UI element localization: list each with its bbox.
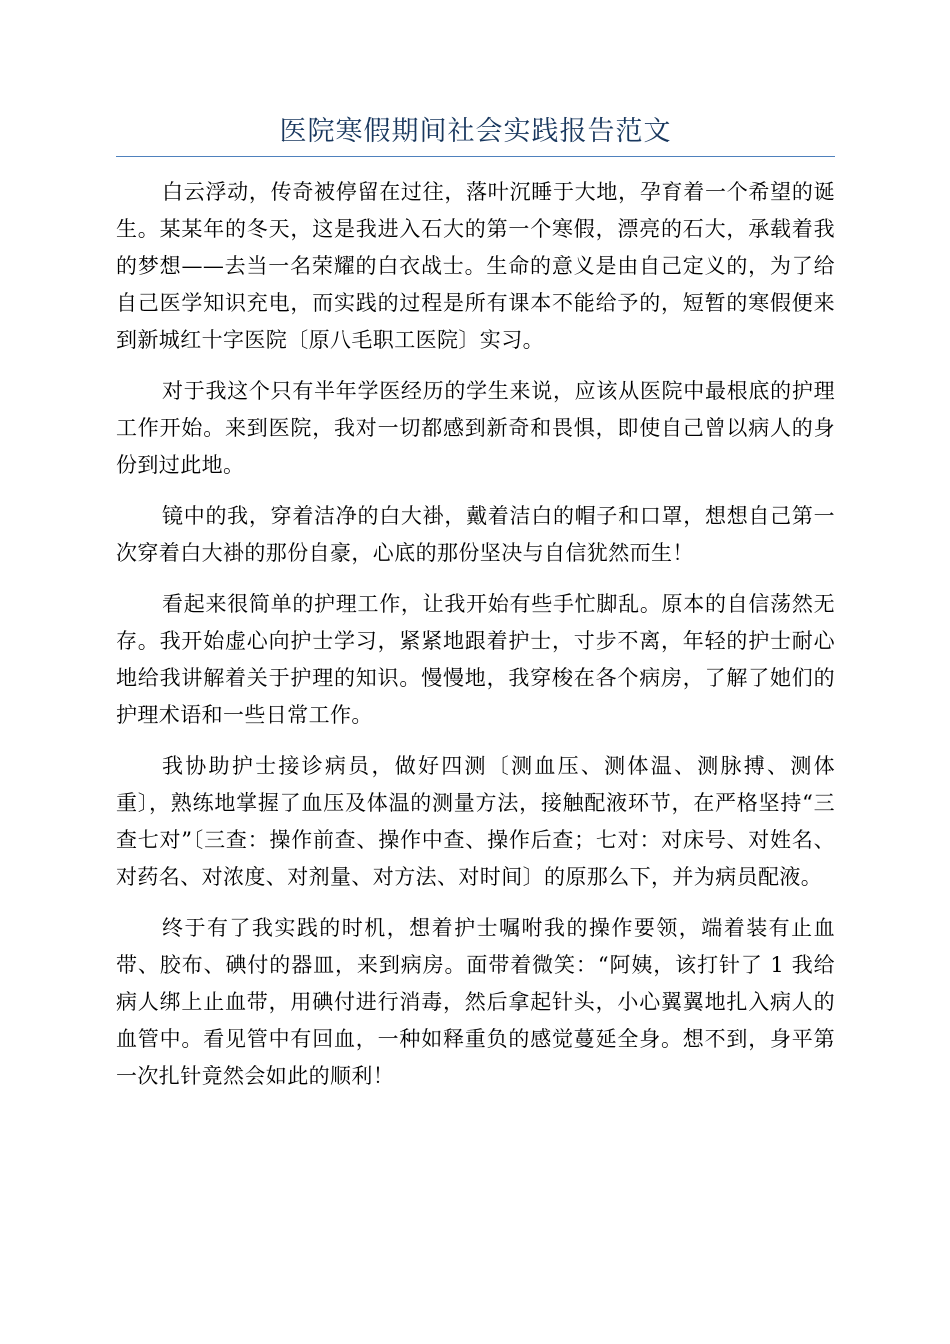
document-title: 医院寒假期间社会实践报告范文 [279, 116, 672, 147]
paragraph-5: 我协助护士接诊病员，做好四测〔测血压、测体温、测脉搏、测体重〕，熟练地掌握了血压及体温的测量方法，接触配液环节，在严格坚持“三查七对”〔三查：操作前查、操作中查、操作后查；七对：对床号、对姓名、对药名、对浓度、对剂量、对方法、对时间〕的原那么下，并为病员配液。 [116, 754, 835, 889]
paragraph-4: 看起来很简单的护理工作，让我开始有些手忙脚乱。原本的自信荡然无存。我开始虚心向护士学习，紧紧地跟着护士，寸步不离，年轻的护士耐心地给我讲解着关于护理的知识。慢慢地，我穿梭在各个病房，了解了她们的护理术语和一些日常工作。 [116, 592, 835, 727]
paragraph-3: 镜中的我，穿着洁净的白大褂，戴着洁白的帽子和口罩，想想自己第一次穿着白大褂的那份自豪，心底的那份坚决与自信犹然而生！ [116, 504, 835, 565]
document-body [116, 174, 835, 1109]
paragraph-2: 对于我这个只有半年学医经历的学生来说，应该从医院中最根底的护理工作开始。来到医院，我对一切都感到新奇和畏惧，即使自己曾以病人的身份到过此地。 [116, 379, 835, 477]
paragraph-1: 白云浮动，传奇被停留在过往，落叶沉睡于大地，孕育着一个希望的诞生。某某年的冬天，这是我进入石大的第一个寒假，漂亮的石大，承载着我的梦想——去当一名荣耀的白衣战士。生命的意义是由自己定义的，为了给自己医学知识充电，而实践的过程是所有课本不能给予的，短暂的寒假便来到新城红十字医院〔原八毛职工医院〕实习。 [116, 180, 835, 352]
paragraph-6: 终于有了我实践的时机，想着护士嘱咐我的操作要领，端着装有止血带、胶布、碘付的器皿，来到病房。面带着微笑：“阿姨，该打针了 1 我给病人绑上止血带，用碘付进行消毒，然后拿起针头，小心翼翼地扎入病人的血管中。看见管中有回血，一种如释重负的感觉蔓延全身。想不到，身平第一次扎针竟然会如此的顺利！ [116, 916, 835, 1088]
title-block [116, 112, 835, 157]
